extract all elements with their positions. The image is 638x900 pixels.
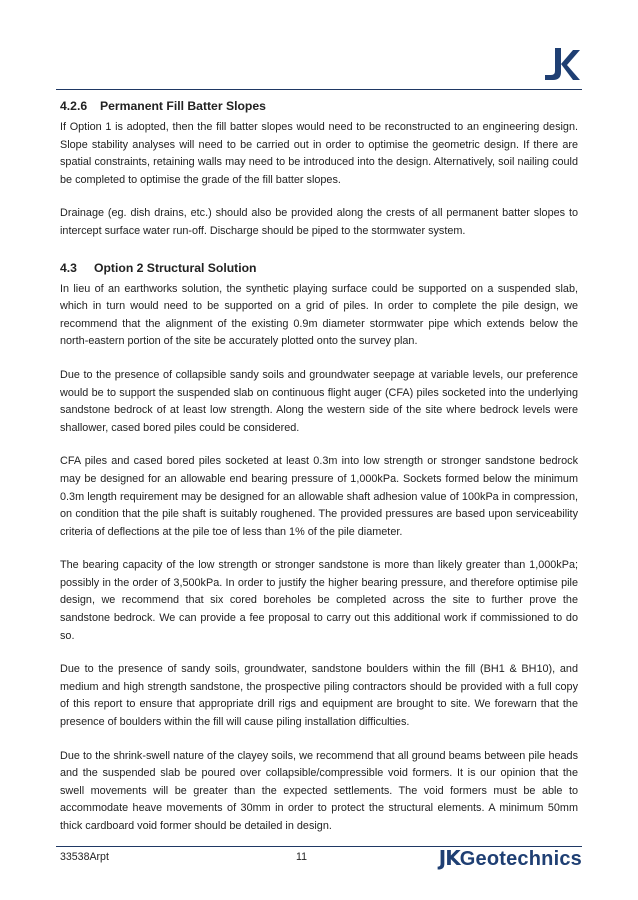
section-heading-4-3 bbox=[60, 259, 578, 277]
section-title: Option 2 Structural Solution bbox=[94, 260, 257, 275]
paragraph: In lieu of an earthworks solution, the synthetic playing surface could be supported on a suspended slab, which in turn would need to be supported on a grid of piles. In order to complete the pile design, we recommend that the alignment of the existing 0.9m diameter stormwater pipe which extends below the north-eastern portion of the site be accurately plotted onto the survey plan. bbox=[60, 282, 578, 348]
jk-logo-icon bbox=[542, 46, 582, 84]
brand-wordmark bbox=[439, 846, 582, 871]
paragraph: Due to the presence of sandy soils, groundwater, sandstone boulders within the fill (BH1 & BH10), and medium and high strength sandstone, the prospective piling contractors should be provided with a full copy of this report to ensure that appropriate drill rigs and equipment are brought to site. We forewarn that the presence of boulders within the fill will cause piling installation difficulties. bbox=[60, 663, 578, 729]
section-number: 4.2.6 bbox=[60, 99, 88, 113]
document-body bbox=[60, 97, 578, 836]
paragraph: Due to the presence of collapsible sandy soils and groundwater seepage at variable levels, our preference would be to support the suspended slab on continuous flight auger (CFA) piles socketed into the underlying sandstone bedrock of at least low strength. Along the western side of the site where bedrock levels were shallower, cased bored piles could be considered. bbox=[60, 368, 578, 434]
header-rule bbox=[56, 89, 582, 90]
brand-prefix: JK bbox=[438, 846, 460, 870]
paragraph: If Option 1 is adopted, then the fill batter slopes would need to be reconstructed to an engineering design. Slope stability analyses will need to be carried out in order to optimise the geometric design. If there are spatial constraints, retaining walls may need to be introduced into the design. Alternatively, soil nailing could be completed to optimise the grade of the fill batter slopes. bbox=[60, 121, 578, 186]
section-heading-4-2-6 bbox=[60, 97, 578, 115]
brand-suffix: Geotechnics bbox=[459, 848, 582, 870]
section-number: 4.3 bbox=[60, 260, 77, 275]
page-number: 11 bbox=[296, 851, 307, 863]
section-title: Permanent Fill Batter Slopes bbox=[100, 99, 266, 113]
paragraph: CFA piles and cased bored piles socketed at least 0.3m into low strength or stronger sandstone bedrock may be designed for an allowable end bearing pressure of 1,000kPa. Sockets formed below the minimum 0.3m length requirement may be designed for an allowable shaft adhesion value of 100kPa in compression, on condition that the pile shaft is suitably roughened. The provided pressures are based upon serviceability criteria of deflections at the pile toe of less than 1% of the pile diameter. bbox=[60, 455, 578, 538]
report-reference: 33538Arpt bbox=[60, 851, 109, 863]
paragraph: The bearing capacity of the low strength or stronger sandstone is more than likely greater than 1,000kPa; possibly in the order of 3,500kPa. In order to justify the higher bearing pressure, and therefore optimise pile design, we recommend that six cored boreholes be completed across the site to further prove the sandstone bedrock. We can provide a fee proposal to carry out this additional work if commissioned to do so. bbox=[60, 559, 578, 642]
paragraph: Drainage (eg. dish drains, etc.) should also be provided along the crests of all permanent batter slopes to intercept surface water run-off. Discharge should be piped to the stormwater system. bbox=[60, 207, 578, 237]
paragraph: Due to the shrink-swell nature of the clayey soils, we recommend that all ground beams between pile heads and the suspended slab be poured over collapsible/compressible void formers. It is our opinion that the swell movements will be greater than the expected settlements. The void formers must be able to accommodate heave movements of 30mm in order to protect the structural elements. A minimum 50mm thick cardboard void former should be detailed in design. bbox=[60, 749, 578, 832]
